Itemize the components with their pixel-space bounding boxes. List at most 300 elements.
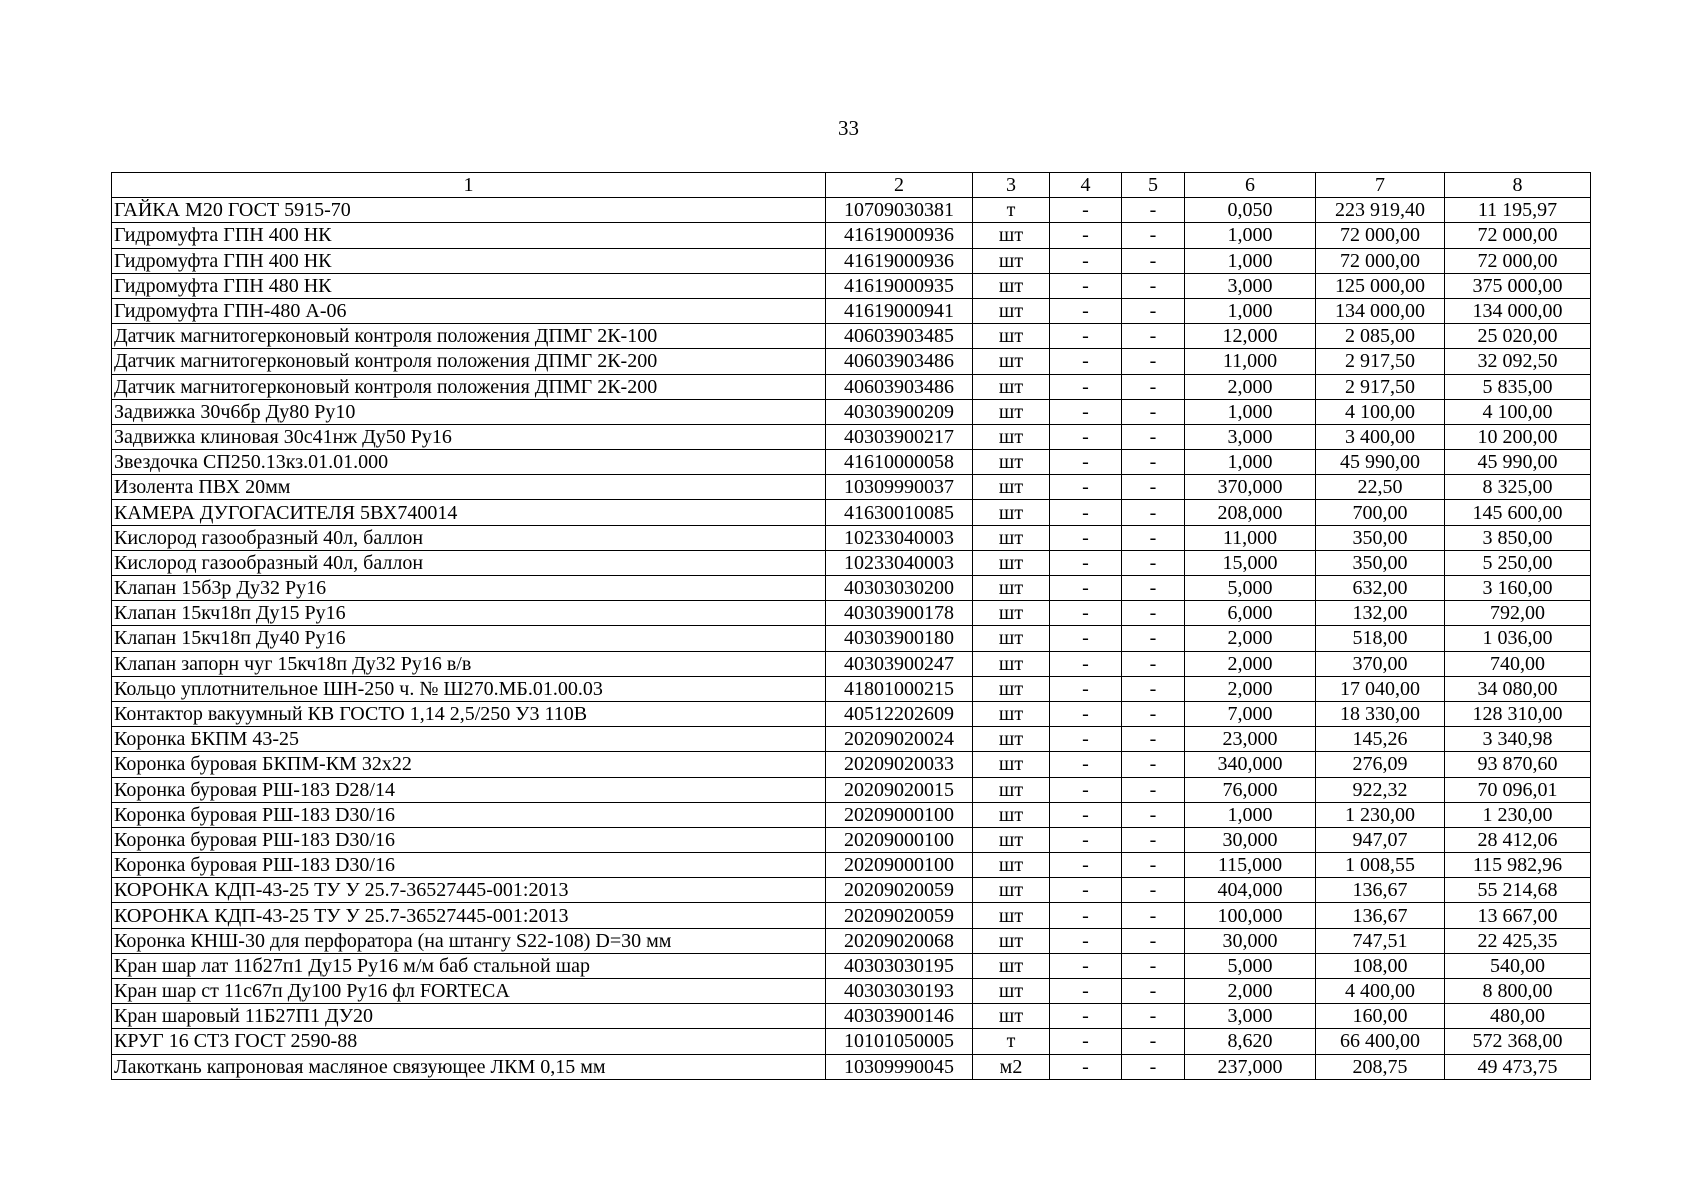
- col4-cell: -: [1050, 727, 1122, 752]
- item-code-cell: 41610000058: [826, 450, 973, 475]
- col4-cell: -: [1050, 324, 1122, 349]
- unit-cell: шт: [973, 651, 1050, 676]
- table-row: [112, 1029, 1591, 1054]
- item-code-cell: 10709030381: [826, 198, 973, 223]
- table-row: [112, 953, 1591, 978]
- item-name-cell: Коронка буровая БКПМ-КМ 32х22: [112, 752, 826, 777]
- item-name-cell: Коронка буровая РШ-183 D30/16: [112, 853, 826, 878]
- unit-cell: шт: [973, 399, 1050, 424]
- amount-cell: 5 250,00: [1445, 550, 1591, 575]
- price-cell: 208,75: [1316, 1054, 1445, 1079]
- item-code-cell: 10233040003: [826, 525, 973, 550]
- col4-cell: -: [1050, 450, 1122, 475]
- unit-cell: т: [973, 1029, 1050, 1054]
- price-cell: 108,00: [1316, 953, 1445, 978]
- col4-cell: -: [1050, 198, 1122, 223]
- amount-cell: 32 092,50: [1445, 349, 1591, 374]
- col5-cell: -: [1122, 450, 1185, 475]
- amount-cell: 25 020,00: [1445, 324, 1591, 349]
- col4-cell: -: [1050, 651, 1122, 676]
- item-name-cell: Датчик магнитогерконовый контроля положения ДПМГ 2К-200: [112, 349, 826, 374]
- price-cell: 66 400,00: [1316, 1029, 1445, 1054]
- unit-cell: шт: [973, 903, 1050, 928]
- unit-cell: шт: [973, 1004, 1050, 1029]
- col4-cell: -: [1050, 953, 1122, 978]
- item-code-cell: 40303030193: [826, 979, 973, 1004]
- amount-cell: 5 835,00: [1445, 374, 1591, 399]
- quantity-cell: 404,000: [1185, 878, 1316, 903]
- table-row: [112, 777, 1591, 802]
- table-row: [112, 827, 1591, 852]
- col5-cell: -: [1122, 525, 1185, 550]
- item-name-cell: Гидромуфта ГПН 400 НК: [112, 223, 826, 248]
- quantity-cell: 2,000: [1185, 979, 1316, 1004]
- amount-cell: 375 000,00: [1445, 273, 1591, 298]
- item-name-cell: Гидромуфта ГПН 480 НК: [112, 273, 826, 298]
- item-name-cell: Кольцо уплотнительное ШН-250 ч. № Ш270.МБ.01.00.03: [112, 676, 826, 701]
- item-name-cell: Задвижка 30ч6бр Ду80 Ру10: [112, 399, 826, 424]
- item-code-cell: 40603903486: [826, 374, 973, 399]
- quantity-cell: 30,000: [1185, 928, 1316, 953]
- unit-cell: шт: [973, 525, 1050, 550]
- amount-cell: 740,00: [1445, 651, 1591, 676]
- amount-cell: 13 667,00: [1445, 903, 1591, 928]
- table-row: [112, 223, 1591, 248]
- quantity-cell: 30,000: [1185, 827, 1316, 852]
- table-row: [112, 802, 1591, 827]
- unit-cell: шт: [973, 576, 1050, 601]
- quantity-cell: 208,000: [1185, 500, 1316, 525]
- amount-cell: 72 000,00: [1445, 223, 1591, 248]
- col5-cell: -: [1122, 374, 1185, 399]
- item-name-cell: Кислород газообразный 40л, баллон: [112, 550, 826, 575]
- price-cell: 136,67: [1316, 878, 1445, 903]
- unit-cell: шт: [973, 500, 1050, 525]
- table-row: [112, 525, 1591, 550]
- quantity-cell: 1,000: [1185, 450, 1316, 475]
- col5-cell: -: [1122, 500, 1185, 525]
- table-row: [112, 349, 1591, 374]
- price-cell: 125 000,00: [1316, 273, 1445, 298]
- column-header: 8: [1445, 173, 1591, 198]
- unit-cell: шт: [973, 878, 1050, 903]
- unit-cell: шт: [973, 752, 1050, 777]
- item-name-cell: Кран шаровый 11Б27П1 ДУ20: [112, 1004, 826, 1029]
- quantity-cell: 100,000: [1185, 903, 1316, 928]
- quantity-cell: 1,000: [1185, 223, 1316, 248]
- price-cell: 3 400,00: [1316, 424, 1445, 449]
- unit-cell: шт: [973, 273, 1050, 298]
- col5-cell: -: [1122, 248, 1185, 273]
- unit-cell: шт: [973, 827, 1050, 852]
- unit-cell: шт: [973, 626, 1050, 651]
- table-row: [112, 450, 1591, 475]
- price-cell: 72 000,00: [1316, 248, 1445, 273]
- quantity-cell: 1,000: [1185, 399, 1316, 424]
- amount-cell: 8 325,00: [1445, 475, 1591, 500]
- table-row: [112, 198, 1591, 223]
- item-code-cell: 40303030195: [826, 953, 973, 978]
- amount-cell: 145 600,00: [1445, 500, 1591, 525]
- price-cell: 22,50: [1316, 475, 1445, 500]
- quantity-cell: 11,000: [1185, 525, 1316, 550]
- col5-cell: -: [1122, 928, 1185, 953]
- quantity-cell: 1,000: [1185, 298, 1316, 323]
- item-name-cell: Кислород газообразный 40л, баллон: [112, 525, 826, 550]
- item-name-cell: Изолента ПВХ 20мм: [112, 475, 826, 500]
- col4-cell: -: [1050, 1004, 1122, 1029]
- col5-cell: -: [1122, 424, 1185, 449]
- col5-cell: -: [1122, 953, 1185, 978]
- col5-cell: -: [1122, 626, 1185, 651]
- item-name-cell: Коронка КНШ-30 для перфоратора (на штангу S22-108) D=30 мм: [112, 928, 826, 953]
- col4-cell: -: [1050, 273, 1122, 298]
- unit-cell: шт: [973, 475, 1050, 500]
- quantity-cell: 11,000: [1185, 349, 1316, 374]
- table-row: [112, 424, 1591, 449]
- col4-cell: -: [1050, 853, 1122, 878]
- table-row: [112, 626, 1591, 651]
- quantity-cell: 8,620: [1185, 1029, 1316, 1054]
- amount-cell: 3 160,00: [1445, 576, 1591, 601]
- item-name-cell: КАМЕРА ДУГОГАСИТЕЛЯ 5ВХ740014: [112, 500, 826, 525]
- price-cell: 632,00: [1316, 576, 1445, 601]
- item-name-cell: Клапан 15б3р Ду32 Ру16: [112, 576, 826, 601]
- amount-cell: 10 200,00: [1445, 424, 1591, 449]
- col5-cell: -: [1122, 752, 1185, 777]
- quantity-cell: 6,000: [1185, 601, 1316, 626]
- col4-cell: -: [1050, 525, 1122, 550]
- amount-cell: 3 340,98: [1445, 727, 1591, 752]
- item-code-cell: 41619000936: [826, 223, 973, 248]
- col4-cell: -: [1050, 374, 1122, 399]
- col5-cell: -: [1122, 1004, 1185, 1029]
- col4-cell: -: [1050, 601, 1122, 626]
- item-name-cell: Коронка БКПМ 43-25: [112, 727, 826, 752]
- col4-cell: -: [1050, 475, 1122, 500]
- item-code-cell: 20209000100: [826, 853, 973, 878]
- col5-cell: -: [1122, 827, 1185, 852]
- table-row: [112, 298, 1591, 323]
- item-name-cell: Датчик магнитогерконовый контроля положения ДПМГ 2К-200: [112, 374, 826, 399]
- unit-cell: шт: [973, 550, 1050, 575]
- price-cell: 518,00: [1316, 626, 1445, 651]
- amount-cell: 55 214,68: [1445, 878, 1591, 903]
- col5-cell: -: [1122, 701, 1185, 726]
- amount-cell: 8 800,00: [1445, 979, 1591, 1004]
- col5-cell: -: [1122, 475, 1185, 500]
- table-row: [112, 752, 1591, 777]
- item-name-cell: Кран шар ст 11с67п Ду100 Ру16 фл FORTECA: [112, 979, 826, 1004]
- col4-cell: -: [1050, 676, 1122, 701]
- column-header: 3: [973, 173, 1050, 198]
- price-cell: 72 000,00: [1316, 223, 1445, 248]
- col4-cell: -: [1050, 223, 1122, 248]
- item-code-cell: 20209020015: [826, 777, 973, 802]
- amount-cell: 1 230,00: [1445, 802, 1591, 827]
- col5-cell: -: [1122, 399, 1185, 424]
- col4-cell: -: [1050, 979, 1122, 1004]
- item-code-cell: 10233040003: [826, 550, 973, 575]
- amount-cell: 572 368,00: [1445, 1029, 1591, 1054]
- col4-cell: -: [1050, 752, 1122, 777]
- price-cell: 2 917,50: [1316, 349, 1445, 374]
- col4-cell: -: [1050, 878, 1122, 903]
- amount-cell: 70 096,01: [1445, 777, 1591, 802]
- col4-cell: -: [1050, 827, 1122, 852]
- item-code-cell: 40603903485: [826, 324, 973, 349]
- column-header: 4: [1050, 173, 1122, 198]
- quantity-cell: 3,000: [1185, 273, 1316, 298]
- amount-cell: 4 100,00: [1445, 399, 1591, 424]
- item-name-cell: Звездочка СП250.13кз.01.01.000: [112, 450, 826, 475]
- unit-cell: шт: [973, 802, 1050, 827]
- price-cell: 700,00: [1316, 500, 1445, 525]
- table-row: [112, 601, 1591, 626]
- unit-cell: шт: [973, 727, 1050, 752]
- table-row: [112, 324, 1591, 349]
- item-code-cell: 40303900180: [826, 626, 973, 651]
- item-code-cell: 20209020024: [826, 727, 973, 752]
- column-header: 2: [826, 173, 973, 198]
- col4-cell: -: [1050, 298, 1122, 323]
- col4-cell: -: [1050, 928, 1122, 953]
- quantity-cell: 76,000: [1185, 777, 1316, 802]
- quantity-cell: 340,000: [1185, 752, 1316, 777]
- col5-cell: -: [1122, 979, 1185, 1004]
- col5-cell: -: [1122, 349, 1185, 374]
- col4-cell: -: [1050, 500, 1122, 525]
- amount-cell: 134 000,00: [1445, 298, 1591, 323]
- col4-cell: -: [1050, 626, 1122, 651]
- item-code-cell: 40303900247: [826, 651, 973, 676]
- price-cell: 45 990,00: [1316, 450, 1445, 475]
- quantity-cell: 3,000: [1185, 424, 1316, 449]
- unit-cell: шт: [973, 853, 1050, 878]
- quantity-cell: 0,050: [1185, 198, 1316, 223]
- col5-cell: -: [1122, 550, 1185, 575]
- unit-cell: шт: [973, 248, 1050, 273]
- col5-cell: -: [1122, 223, 1185, 248]
- item-name-cell: КРУГ 16 СТ3 ГОСТ 2590-88: [112, 1029, 826, 1054]
- col5-cell: -: [1122, 676, 1185, 701]
- amount-cell: 28 412,06: [1445, 827, 1591, 852]
- col5-cell: -: [1122, 802, 1185, 827]
- item-name-cell: Клапан 15кч18п Ду40 Ру16: [112, 626, 826, 651]
- col5-cell: -: [1122, 576, 1185, 601]
- item-code-cell: 10309990045: [826, 1054, 973, 1079]
- price-cell: 145,26: [1316, 727, 1445, 752]
- price-cell: 136,67: [1316, 903, 1445, 928]
- unit-cell: шт: [973, 928, 1050, 953]
- table-row: [112, 878, 1591, 903]
- item-code-cell: 40303900178: [826, 601, 973, 626]
- col4-cell: -: [1050, 903, 1122, 928]
- amount-cell: 1 036,00: [1445, 626, 1591, 651]
- price-cell: 1 008,55: [1316, 853, 1445, 878]
- price-cell: 1 230,00: [1316, 802, 1445, 827]
- unit-cell: шт: [973, 374, 1050, 399]
- table-row: [112, 928, 1591, 953]
- col4-cell: -: [1050, 576, 1122, 601]
- amount-cell: 128 310,00: [1445, 701, 1591, 726]
- page-number: 33: [838, 116, 859, 140]
- unit-cell: шт: [973, 298, 1050, 323]
- col4-cell: -: [1050, 802, 1122, 827]
- col5-cell: -: [1122, 298, 1185, 323]
- col5-cell: -: [1122, 198, 1185, 223]
- amount-cell: 45 990,00: [1445, 450, 1591, 475]
- quantity-cell: 115,000: [1185, 853, 1316, 878]
- col4-cell: -: [1050, 777, 1122, 802]
- price-cell: 18 330,00: [1316, 701, 1445, 726]
- table-row: [112, 903, 1591, 928]
- quantity-cell: 2,000: [1185, 676, 1316, 701]
- item-code-cell: 20209020068: [826, 928, 973, 953]
- col4-cell: -: [1050, 1029, 1122, 1054]
- unit-cell: шт: [973, 450, 1050, 475]
- quantity-cell: 2,000: [1185, 374, 1316, 399]
- table-row: [112, 248, 1591, 273]
- price-cell: 922,32: [1316, 777, 1445, 802]
- item-name-cell: Коронка буровая РШ-183 D30/16: [112, 802, 826, 827]
- price-cell: 947,07: [1316, 827, 1445, 852]
- item-name-cell: Кран шар лат 11б27п1 Ду15 Ру16 м/м баб стальной шар: [112, 953, 826, 978]
- item-code-cell: 20209020059: [826, 903, 973, 928]
- col4-cell: -: [1050, 248, 1122, 273]
- price-cell: 223 919,40: [1316, 198, 1445, 223]
- item-code-cell: 10101050005: [826, 1029, 973, 1054]
- item-name-cell: Лакоткань капроновая масляное связующее ЛКМ 0,15 мм: [112, 1054, 826, 1079]
- table-row: [112, 1004, 1591, 1029]
- price-cell: 132,00: [1316, 601, 1445, 626]
- item-code-cell: 41619000936: [826, 248, 973, 273]
- column-header: 6: [1185, 173, 1316, 198]
- price-cell: 370,00: [1316, 651, 1445, 676]
- amount-cell: 792,00: [1445, 601, 1591, 626]
- amount-cell: 540,00: [1445, 953, 1591, 978]
- table-row: [112, 979, 1591, 1004]
- item-code-cell: 40303030200: [826, 576, 973, 601]
- item-name-cell: КОРОНКА КДП-43-25 ТУ У 25.7-36527445-001:2013: [112, 903, 826, 928]
- unit-cell: шт: [973, 953, 1050, 978]
- item-code-cell: 40303900209: [826, 399, 973, 424]
- item-code-cell: 40603903486: [826, 349, 973, 374]
- unit-cell: шт: [973, 223, 1050, 248]
- price-cell: 747,51: [1316, 928, 1445, 953]
- quantity-cell: 5,000: [1185, 576, 1316, 601]
- item-name-cell: КОРОНКА КДП-43-25 ТУ У 25.7-36527445-001:2013: [112, 878, 826, 903]
- table-row: [112, 1054, 1591, 1079]
- item-code-cell: 20209020059: [826, 878, 973, 903]
- table-row: [112, 273, 1591, 298]
- item-name-cell: Задвижка клиновая 30с41нж Ду50 Ру16: [112, 424, 826, 449]
- col4-cell: -: [1050, 1054, 1122, 1079]
- quantity-cell: 7,000: [1185, 701, 1316, 726]
- amount-cell: 480,00: [1445, 1004, 1591, 1029]
- price-cell: 350,00: [1316, 525, 1445, 550]
- item-name-cell: Клапан запорн чуг 15кч18п Ду32 Ру16 в/в: [112, 651, 826, 676]
- item-code-cell: 10309990037: [826, 475, 973, 500]
- table-row: [112, 651, 1591, 676]
- unit-cell: шт: [973, 601, 1050, 626]
- amount-cell: 49 473,75: [1445, 1054, 1591, 1079]
- col5-cell: -: [1122, 777, 1185, 802]
- quantity-cell: 12,000: [1185, 324, 1316, 349]
- table-row: [112, 550, 1591, 575]
- item-name-cell: ГАЙКА М20 ГОСТ 5915-70: [112, 198, 826, 223]
- item-name-cell: Контактор вакуумный КВ ГОСТО 1,14 2,5/250 У3 110В: [112, 701, 826, 726]
- col5-cell: -: [1122, 878, 1185, 903]
- amount-cell: 11 195,97: [1445, 198, 1591, 223]
- amount-cell: 93 870,60: [1445, 752, 1591, 777]
- item-code-cell: 41801000215: [826, 676, 973, 701]
- item-code-cell: 41619000935: [826, 273, 973, 298]
- unit-cell: шт: [973, 777, 1050, 802]
- table-row: [112, 374, 1591, 399]
- quantity-cell: 1,000: [1185, 802, 1316, 827]
- col5-cell: -: [1122, 1054, 1185, 1079]
- amount-cell: 34 080,00: [1445, 676, 1591, 701]
- column-header: 7: [1316, 173, 1445, 198]
- materials-table: [111, 172, 1591, 1080]
- item-code-cell: 20209000100: [826, 827, 973, 852]
- col5-cell: -: [1122, 324, 1185, 349]
- price-cell: 4 400,00: [1316, 979, 1445, 1004]
- quantity-cell: 3,000: [1185, 1004, 1316, 1029]
- table-row: [112, 475, 1591, 500]
- item-code-cell: 41619000941: [826, 298, 973, 323]
- col5-cell: -: [1122, 273, 1185, 298]
- table-row: [112, 727, 1591, 752]
- item-code-cell: 40303900146: [826, 1004, 973, 1029]
- amount-cell: 22 425,35: [1445, 928, 1591, 953]
- col4-cell: -: [1050, 424, 1122, 449]
- header-row: [112, 173, 1591, 198]
- unit-cell: м2: [973, 1054, 1050, 1079]
- col4-cell: -: [1050, 550, 1122, 575]
- col4-cell: -: [1050, 399, 1122, 424]
- col5-cell: -: [1122, 727, 1185, 752]
- price-cell: 134 000,00: [1316, 298, 1445, 323]
- item-name-cell: Клапан 15кч18п Ду15 Ру16: [112, 601, 826, 626]
- item-code-cell: 20209000100: [826, 802, 973, 827]
- quantity-cell: 23,000: [1185, 727, 1316, 752]
- price-cell: 2 917,50: [1316, 374, 1445, 399]
- table-row: [112, 399, 1591, 424]
- unit-cell: шт: [973, 676, 1050, 701]
- unit-cell: шт: [973, 349, 1050, 374]
- price-cell: 350,00: [1316, 550, 1445, 575]
- price-cell: 160,00: [1316, 1004, 1445, 1029]
- table-body: [112, 198, 1591, 1080]
- quantity-cell: 237,000: [1185, 1054, 1316, 1079]
- col5-cell: -: [1122, 853, 1185, 878]
- col4-cell: -: [1050, 349, 1122, 374]
- column-header: 5: [1122, 173, 1185, 198]
- item-name-cell: Датчик магнитогерконовый контроля положения ДПМГ 2К-100: [112, 324, 826, 349]
- col5-cell: -: [1122, 651, 1185, 676]
- item-name-cell: Гидромуфта ГПН-480 А-06: [112, 298, 826, 323]
- unit-cell: шт: [973, 979, 1050, 1004]
- col5-cell: -: [1122, 903, 1185, 928]
- unit-cell: шт: [973, 424, 1050, 449]
- unit-cell: т: [973, 198, 1050, 223]
- table-row: [112, 500, 1591, 525]
- item-code-cell: 40303900217: [826, 424, 973, 449]
- item-code-cell: 41630010085: [826, 500, 973, 525]
- quantity-cell: 1,000: [1185, 248, 1316, 273]
